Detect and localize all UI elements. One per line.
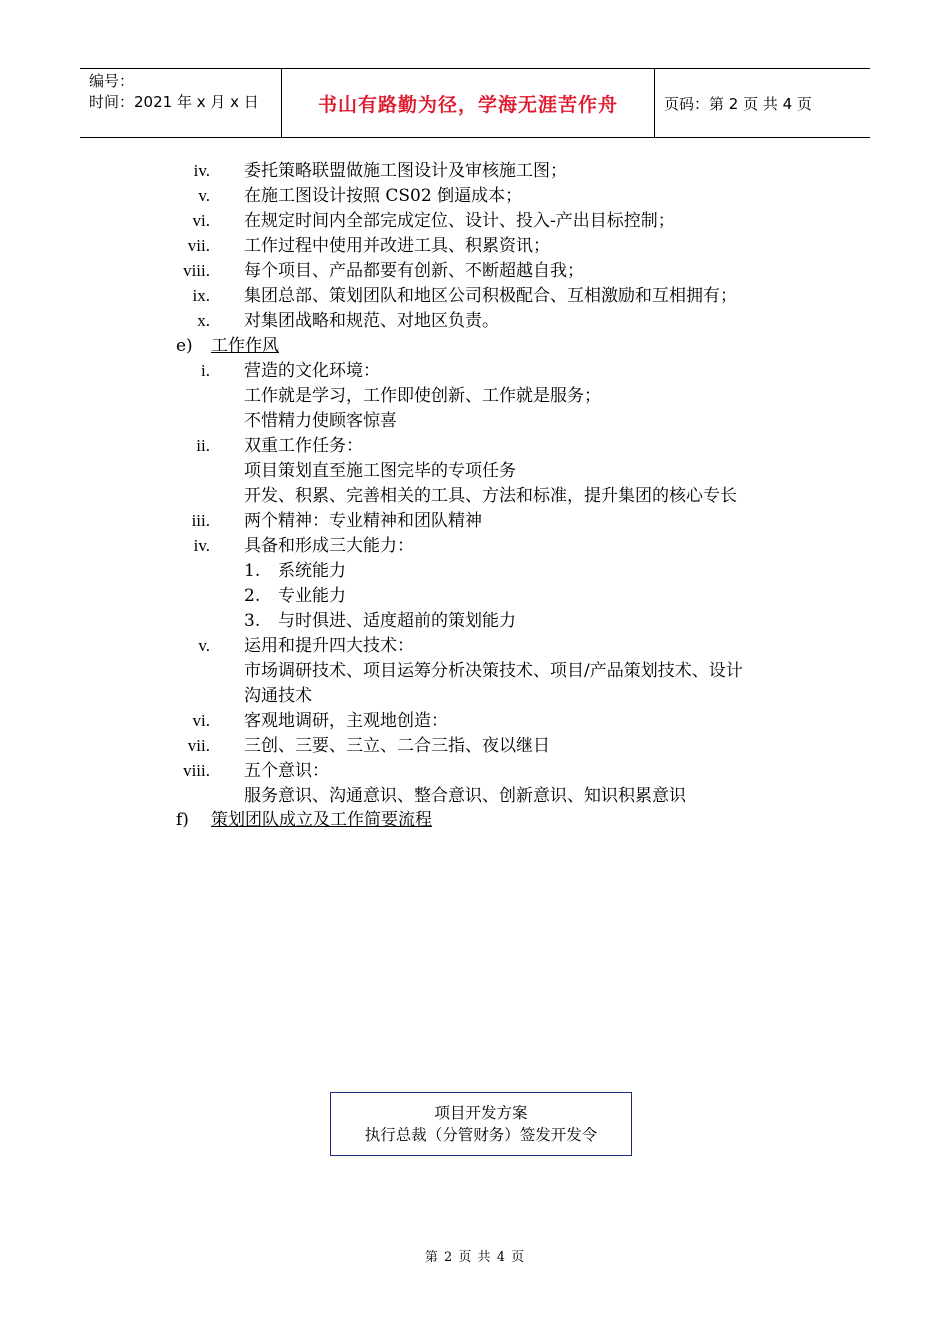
list-item-number: x. xyxy=(197,311,210,330)
header-meta xyxy=(89,71,259,113)
list-subitem: 项目策划直至施工图完毕的专项任务 xyxy=(244,461,516,481)
list-item-number: iii. xyxy=(191,511,210,530)
numbered-item: 与时俱进、适度超前的策划能力 xyxy=(278,611,516,631)
header-divider xyxy=(654,69,655,137)
list-item: 每个项目、产品都要有创新、不断超越自我； xyxy=(244,261,584,281)
list-item: 运用和提升四大技术： xyxy=(244,636,414,656)
flow-box xyxy=(330,1092,632,1156)
list-item-number: v. xyxy=(198,636,210,655)
list-item: 工作过程中使用并改进工具、积累资讯； xyxy=(244,236,550,256)
section-f-title: 策划团队成立及工作简要流程 xyxy=(211,810,432,830)
list-item-number: vi. xyxy=(192,711,210,730)
flow-box-line: 执行总裁（分管财务）签发开发令 xyxy=(364,1126,598,1144)
list-subitem: 沟通技术 xyxy=(244,686,312,706)
numbered-item-number: 2. xyxy=(244,586,261,606)
list-item: 三创、三要、三立、二合三指、夜以继日 xyxy=(244,736,550,756)
list-subitem: 开发、积累、完善相关的工具、方法和标准，提升集团的核心专长 xyxy=(244,486,737,506)
list-subitem: 工作就是学习，工作即使创新、工作就是服务； xyxy=(244,386,601,406)
list-item: 营造的文化环境： xyxy=(244,361,380,381)
section-e-label: e) xyxy=(176,336,193,356)
list-item: 客观地调研，主观地创造： xyxy=(244,711,448,731)
page-header xyxy=(80,68,870,138)
code-label: 编号： xyxy=(89,72,135,90)
numbered-item: 系统能力 xyxy=(278,561,346,581)
list-item-number: ix. xyxy=(192,286,210,305)
list-item: 五个意识： xyxy=(244,761,329,781)
numbered-item-number: 3. xyxy=(244,611,261,631)
list-item-number: viii. xyxy=(183,261,210,280)
list-item: 在规定时间内全部完成定位、设计、投入-产出目标控制； xyxy=(244,211,675,231)
list-item-number: vii. xyxy=(187,736,210,755)
list-item-number: i. xyxy=(201,361,210,380)
list-subitem: 不惜精力使顾客惊喜 xyxy=(244,411,397,431)
list-item-number: ii. xyxy=(196,436,210,455)
list-item-number: iv. xyxy=(193,536,210,555)
list-item: 两个精神：专业精神和团队精神 xyxy=(244,511,482,531)
time-label: 时间：2021 年 x 月 x 日 xyxy=(89,93,259,111)
page-footer: 第 2 页 共 4 页 xyxy=(424,1250,526,1265)
list-item-number: v. xyxy=(198,186,210,205)
list-item: 对集团战略和规范、对地区负责。 xyxy=(244,311,499,331)
list-item: 双重工作任务： xyxy=(244,436,363,456)
list-item: 集团总部、策划团队和地区公司积极配合、互相激励和互相拥有； xyxy=(244,286,737,306)
list-item-number: vi. xyxy=(192,211,210,230)
list-item-number: viii. xyxy=(183,761,210,780)
list-item-number: vii. xyxy=(187,236,210,255)
list-item: 委托策略联盟做施工图设计及审核施工图； xyxy=(244,161,567,181)
section-f-label: f) xyxy=(176,810,189,830)
list-item-number: iv. xyxy=(193,161,210,180)
list-subitem: 服务意识、沟通意识、整合意识、创新意识、知识积累意识 xyxy=(244,786,686,806)
numbered-item-number: 1. xyxy=(244,561,261,581)
section-e-title: 工作作风 xyxy=(211,336,279,356)
flow-box-line: 项目开发方案 xyxy=(434,1104,528,1122)
header-motto: 书山有路勤为径，学海无涯苦作舟 xyxy=(317,93,618,116)
list-subitem: 市场调研技术、项目运筹分析决策技术、项目/产品策划技术、设计 xyxy=(244,661,743,681)
header-page-number: 页码：第 2 页 共 4 页 xyxy=(664,94,812,113)
list-item: 具备和形成三大能力： xyxy=(244,536,414,556)
list-item: 在施工图设计按照 CS02 倒逼成本； xyxy=(244,186,523,206)
numbered-item: 专业能力 xyxy=(278,586,346,606)
